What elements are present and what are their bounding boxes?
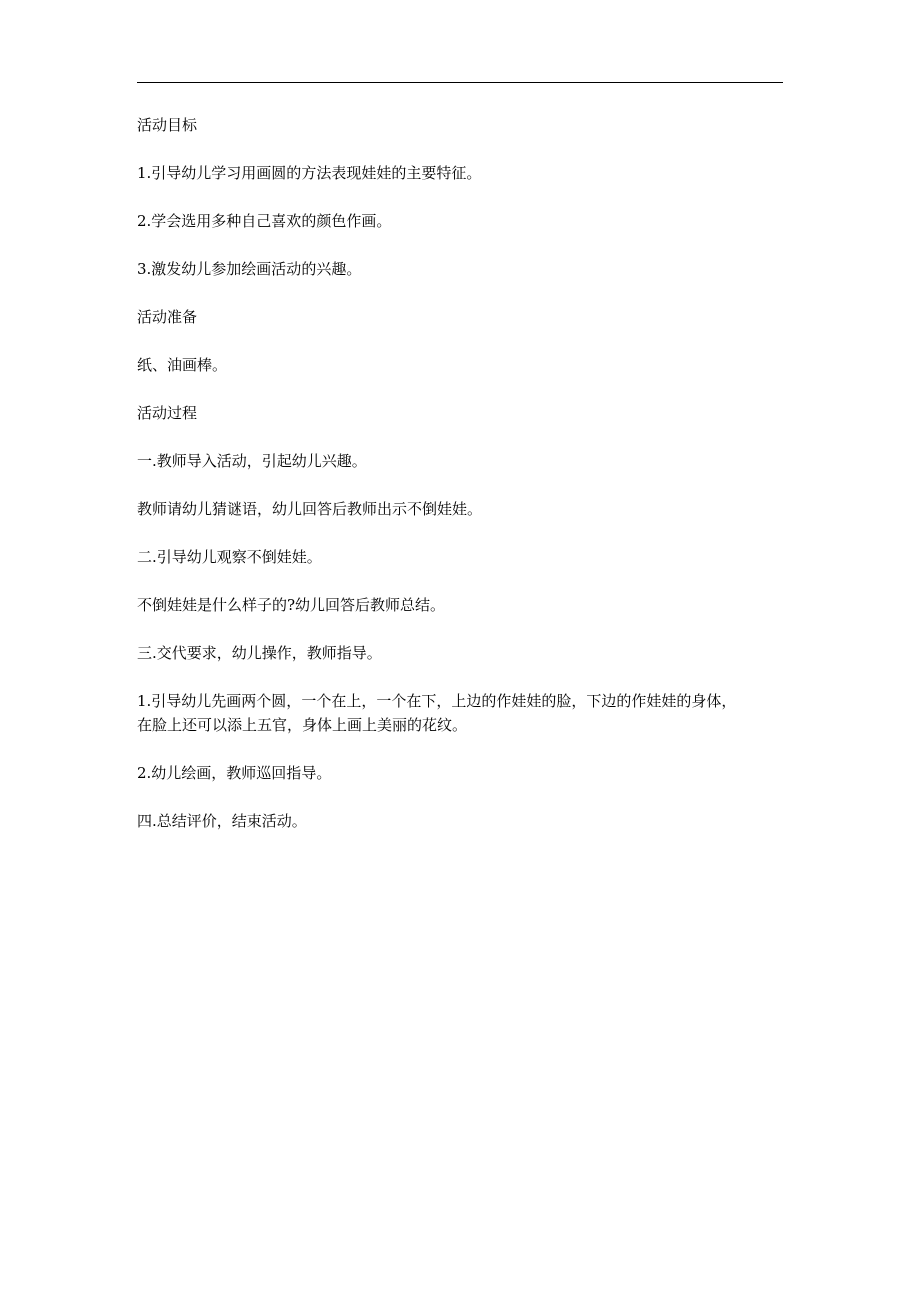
document-body	[137, 113, 787, 833]
section-heading-preparation: 活动准备	[137, 308, 198, 326]
process-step-3-detail-line-1: 1.引导幼儿先画两个圆，一个在上，一个在下，上边的作娃娃的脸，下边的作娃娃的身体，	[137, 692, 737, 710]
header-rule	[137, 82, 783, 83]
process-step-1-detail: 教师请幼儿猜谜语，幼儿回答后教师出示不倒娃娃。	[137, 500, 483, 518]
process-step-3-detail-2: 2.幼儿绘画，教师巡回指导。	[137, 764, 332, 782]
process-step-2: 二.引导幼儿观察不倒娃娃。	[137, 548, 322, 566]
process-step-4: 四.总结评价，结束活动。	[137, 812, 307, 830]
goal-item-3: 3.激发幼儿参加绘画活动的兴趣。	[137, 260, 362, 278]
goal-item-1: 1.引导幼儿学习用画圆的方法表现娃娃的主要特征。	[137, 164, 482, 182]
process-step-3-detail-line-2: 在脸上还可以添上五官，身体上画上美丽的花纹。	[137, 716, 468, 734]
process-step-1: 一.教师导入活动，引起幼儿兴趣。	[137, 452, 367, 470]
process-step-2-detail: 不倒娃娃是什么样子的?幼儿回答后教师总结。	[137, 596, 446, 614]
section-heading-goals: 活动目标	[137, 116, 198, 134]
goal-item-2: 2.学会选用多种自己喜欢的颜色作画。	[137, 212, 392, 230]
section-heading-process: 活动过程	[137, 404, 198, 422]
process-step-3: 三.交代要求，幼儿操作，教师指导。	[137, 644, 382, 662]
preparation-materials: 纸、油画棒。	[137, 356, 228, 374]
